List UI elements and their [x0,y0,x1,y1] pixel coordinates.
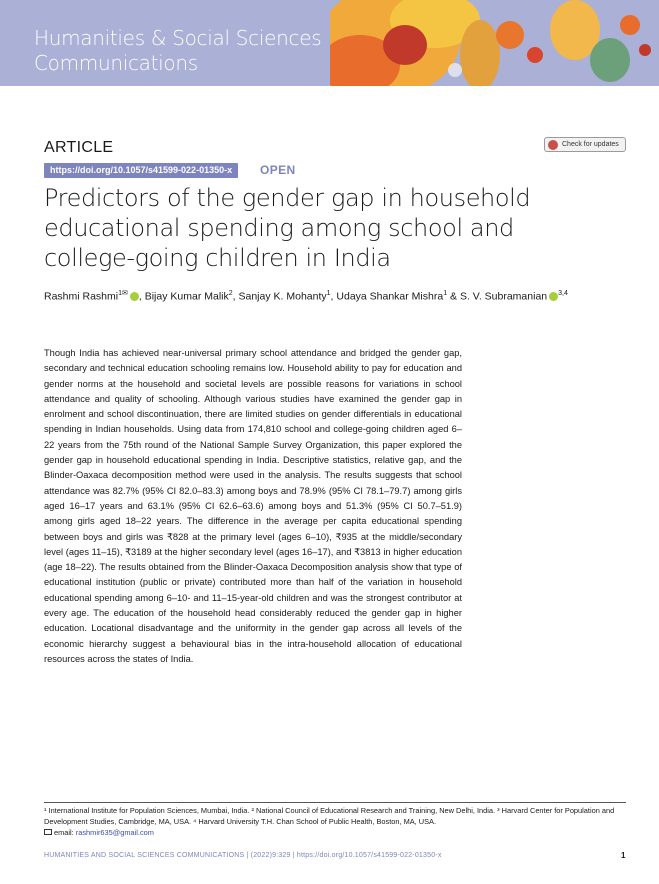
check-for-updates-button[interactable] [544,137,626,152]
author-affiliation-marker: 1 [443,290,448,297]
check-for-updates-label: Check for updates [562,141,619,148]
author-affiliation-marker: 1 [326,290,331,297]
author-name[interactable]: Rashmi Rashmi [44,290,119,303]
article-type-label: ARTICLE [44,139,114,156]
author-affiliation-marker: 3,4 [558,290,568,297]
email-label: email: [54,828,76,837]
author-name[interactable]: Sanjay K. Mohanty [238,290,327,303]
page-number: 1 [621,851,626,860]
affiliations-text: ¹ International Institute for Population Sciences, Mumbai, India. ² National Council of Educational Research and Training, New Delhi, India. ³ Harvard Center for Population and Development Studies, Cambridge, MA, USA. ⁴ Harvard University T.H. Chan School of Public Health, Boston, MA, USA. [44,806,615,826]
doi-link[interactable]: https://doi.org/10.1057/s41599-022-01350-x [44,163,238,178]
journal-banner [0,0,659,86]
author-separator: , [330,290,337,303]
banner-illustration [330,0,659,86]
open-access-label: OPEN [260,163,296,177]
author-name[interactable]: Udaya Shankar Mishra [336,290,444,303]
footnotes [44,805,630,838]
running-footer: HUMANITIES AND SOCIAL SCIENCES COMMUNICATIONS | (2022)9:329 | https://doi.org/10.1057/s41599-022-01350-x [44,852,442,859]
email-line [44,827,630,838]
author-name[interactable]: Bijay Kumar Malik [144,290,229,303]
orcid-icon[interactable] [549,292,558,301]
orcid-icon[interactable] [130,292,139,301]
journal-name[interactable]: Humanities & Social Sciences Communications [34,26,322,75]
crossmark-icon [548,140,558,150]
author-list [44,287,644,304]
footnote-divider [44,802,626,803]
author-affiliation-marker: 2 [228,290,233,297]
article-title: Predictors of the gender gap in household educational spending among school and college-going children in India [44,184,531,272]
author-name[interactable]: S. V. Subramanian [459,290,548,303]
author-affiliation-marker: 1✉ [118,290,128,297]
author-separator: & [447,290,460,303]
author-separator: , [138,290,145,303]
abstract-text: Though India has achieved near-universal primary school attendance and bridged the gender gap, secondary and technical education schooling remains low. Household ability to pay for education and gender norms at the household and societal levels are possible reasons for variations in school attendance and quality of schooling. Although various studies have examined the gender gap in enrolment and school discontinuation, there are limited studies on gender differentials in educational spending in Indian households. Using data from 174,810 school and college-going children aged 6–22 years from the 75th round of the National Sample Survey Organization, this paper explored the gender gap in household educational spending in India. Descriptive statistics, relative gap, and the Blinder-Oaxaca decomposition method were used in the analysis. The results suggests that school attendance was 82.7% (95% CI 82.0–83.3) among boys and 78.9% (95% CI 78.1–79.7) among girls aged 16–17 years and 63.1% (95% CI 62.6–63.6) among boys and 51.3% (95% CI 50.7–51.9) among girls aged 18–22 years. The difference in the average per capita educational spending between boys and girls was ₹828 at the primary level (ages 6–10), ₹935 at the middle/secondary level (ages 11–15), ₹3189 at the higher secondary level (ages 16–17), and ₹3813 in higher education (age 18–22). The results obtained from the Blinder-Oaxaca Decomposition analysis show that type of educational institution (public or private) contributed more than half of the variation in household educational spending among 6–10- and 11–15-year-old children and was the strongest contributor at every age. The education of the household head considerably reduced the gender gap in higher education. Locational disadvantage and the uniformity in the gender gap across all levels of the economic hierarchy suggest a behavioural bias in the intra-household allocation of educational resources across the states of India. [44,348,462,664]
mail-icon [44,829,52,835]
email-link[interactable]: rashmir635@gmail.com [75,828,154,837]
author-separator: , [232,290,239,303]
